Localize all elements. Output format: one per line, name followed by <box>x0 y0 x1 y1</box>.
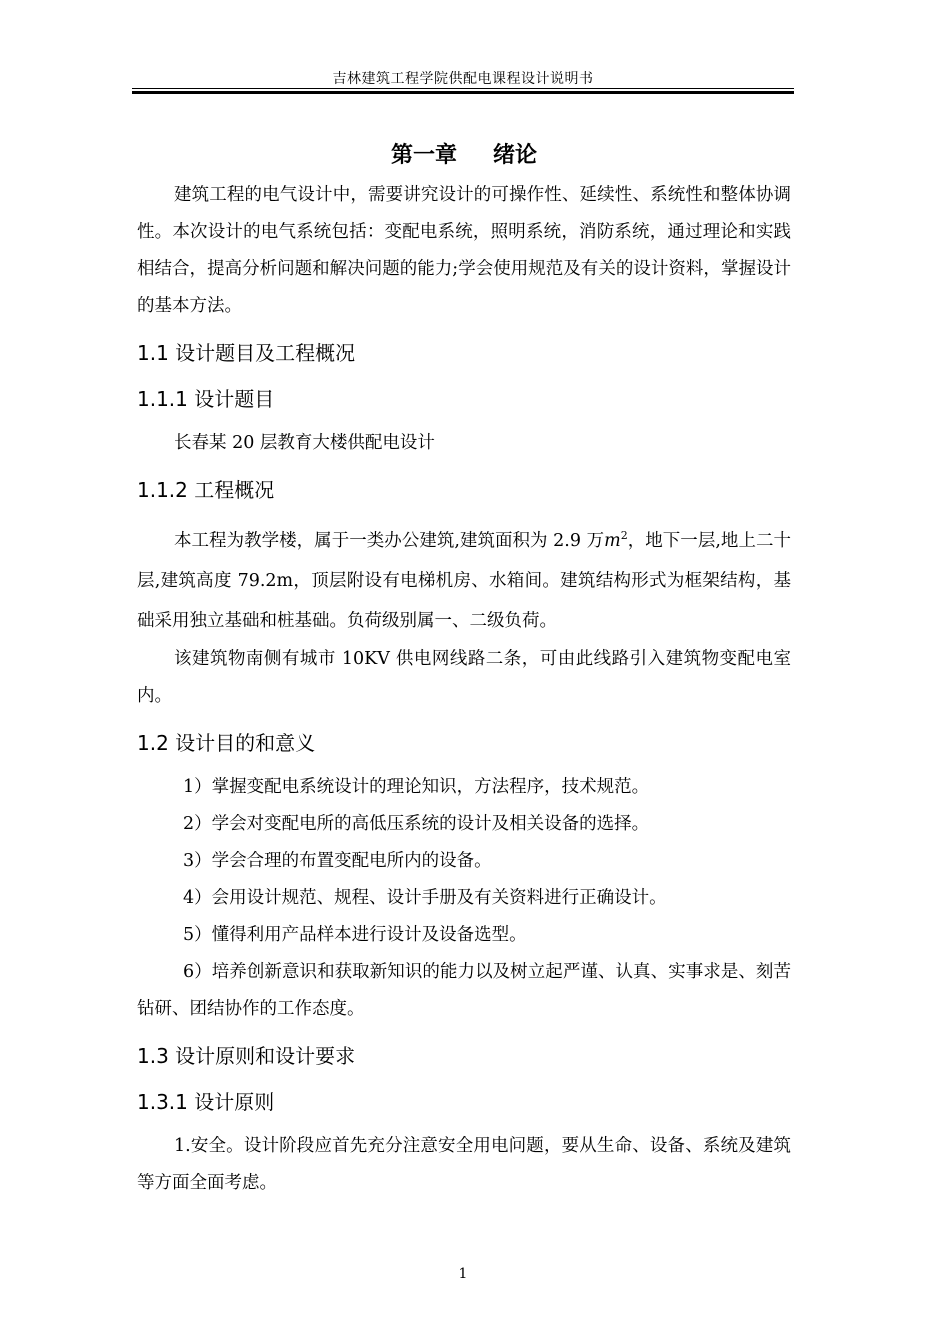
list-item: 6）培养创新意识和获取新知识的能力以及树立起严谨、认真、实事求是、刻苦钻研、团结协作的工作态度。 <box>137 961 791 1019</box>
section-heading-1-3-1: 1.3.1 设计原则 <box>137 1089 275 1114</box>
overview-text-part2: ，地下一层,地上二十层,建筑高度 79.2m，顶层附设有电梯机房、水箱间。建筑结构形式为框架结构，基础采用独立基础和桩基础。负荷级别属一、二级负荷。 <box>137 530 791 631</box>
intro-paragraph: 建筑工程的电气设计中，需要讲究设计的可操作性、延续性、系统性和整体协调性。本次设计的电气系统包括：变配电系统，照明系统，消防系统，通过理论和实践相结合，提高分析问题和解决问题的能力;学会使用规范及有关的设计资料，掌握设计的基本方法。 <box>137 185 791 316</box>
chapter-name: 绪论 <box>493 143 538 168</box>
list-item: 5）懂得利用产品样本进行设计及设备选型。 <box>183 924 527 945</box>
safety-principle-paragraph: 1.安全。设计阶段应首先充分注意安全用电问题，要从生命、设备、系统及建筑等方面全面考虑。 <box>137 1135 791 1193</box>
list-item: 2）学会对变配电所的高低压系统的设计及相关设备的选择。 <box>183 813 650 834</box>
section-heading-1-2: 1.2 设计目的和意义 <box>137 730 316 755</box>
chapter-title <box>137 138 791 169</box>
list-item: 3）学会合理的布置变配电所内的设备。 <box>183 850 492 871</box>
project-overview-paragraph <box>137 516 791 641</box>
area-unit-exponent: 2 <box>620 529 628 542</box>
design-topic-text: 长春某 20 层教育大楼供配电设计 <box>174 433 435 453</box>
purpose-list <box>137 769 791 1028</box>
page-number: 1 <box>458 1266 468 1282</box>
section-heading-1-1: 1.1 设计题目及工程概况 <box>137 341 356 365</box>
power-supply-paragraph: 该建筑物南侧有城市 10KV 供电网线路二条，可由此线路引入建筑物变配电室内。 <box>137 648 791 706</box>
chapter-label: 第一章 <box>390 143 457 168</box>
header-rule-thin <box>132 88 794 89</box>
list-item: 1）掌握变配电系统设计的理论知识，方法程序，技术规范。 <box>183 776 650 797</box>
header-rule-thick <box>132 91 794 94</box>
section-heading-1-1-1: 1.1.1 设计题目 <box>137 387 275 411</box>
list-item: 4）会用设计规范、规程、设计手册及有关资料进行正确设计。 <box>183 887 667 908</box>
section-heading-1-3: 1.3 设计原则和设计要求 <box>137 1043 356 1068</box>
page-body <box>137 138 791 1202</box>
overview-text-part1: 本工程为教学楼，属于一类办公建筑,建筑面积为 2.9 万 <box>174 530 605 551</box>
section-heading-1-1-2: 1.1.2 工程概况 <box>137 478 275 502</box>
running-header: 吉林建筑工程学院供配电课程设计说明书 <box>332 71 594 87</box>
area-unit: m <box>604 530 621 551</box>
